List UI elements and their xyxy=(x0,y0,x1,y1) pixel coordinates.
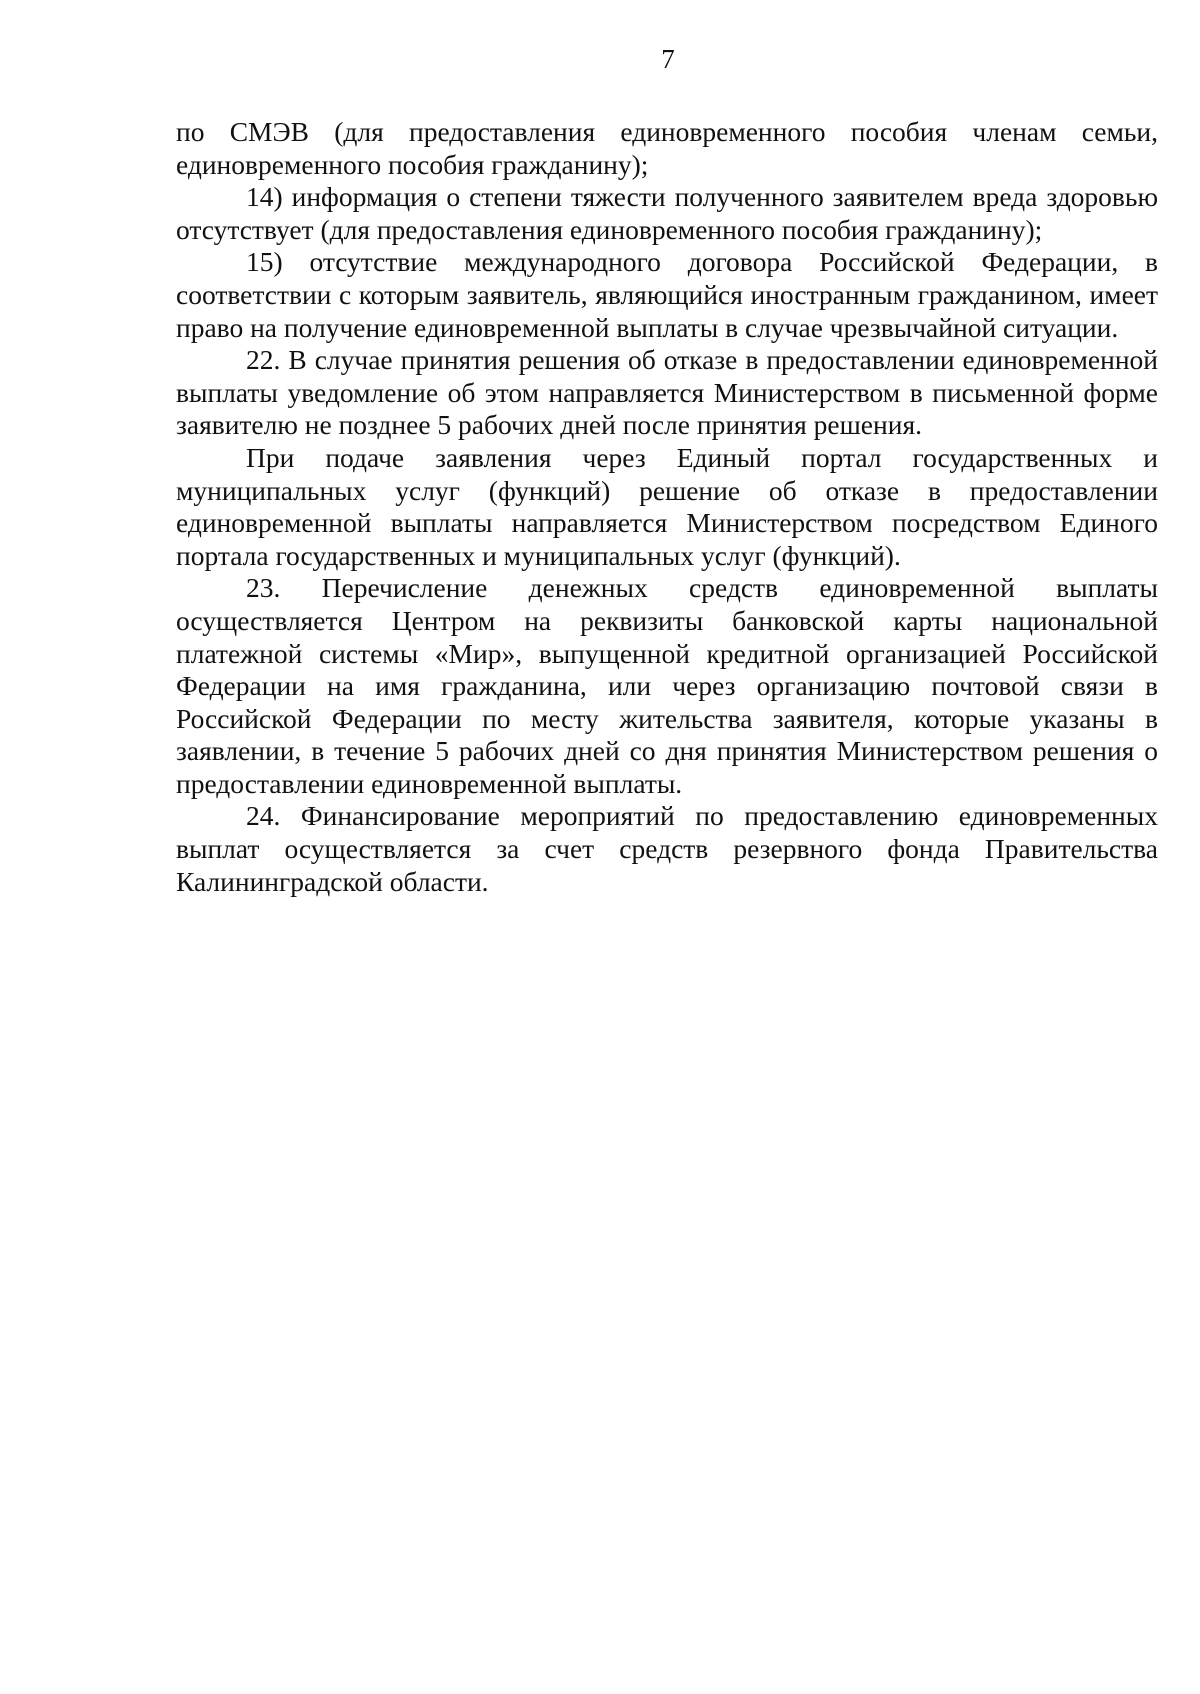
paragraph-item-15: 15) отсутствие международного договора Российской Федерации, в соответствии с которым заявитель, являющийся иностранным гражданином, имеет право на получение единовременной выплаты в случае чрезвычайной ситуации. xyxy=(176,246,1158,343)
paragraph-clause-24: 24. Финансирование мероприятий по предоставлению единовременных выплат осуществляется за счет средств резервного фонда Правительства Калининградской области. xyxy=(176,800,1158,897)
paragraph-item-14: 14) информация о степени тяжести полученного заявителем вреда здоровью отсутствует (для предоставления единовременного пособия гражданину); xyxy=(176,181,1158,245)
paragraph-clause-22-portal: При подаче заявления через Единый портал государственных и муниципальных услуг (функций) решение об отказе в предоставлении единовременной выплаты направляется Министерством посредством Единого портала государственных и муниципальных услуг (функций). xyxy=(176,441,1158,571)
page-number: 7 xyxy=(661,44,675,74)
paragraph-continuation: по СМЭВ (для предоставления единовременного пособия членам семьи, единовременного пособия гражданину); xyxy=(176,116,1158,180)
paragraph-clause-22: 22. В случае принятия решения об отказе в предоставлении единовременной выплаты уведомление об этом направляется Министерством в письменной форме заявителю не позднее 5 рабочих дней после принятия решения. xyxy=(176,344,1158,441)
paragraph-clause-23: 23. Перечисление денежных средств единовременной выплаты осуществляется Центром на реквизиты банковской карты национальной платежной системы «Мир», выпущенной кредитной организацией Российской Федерации на имя гражданина, или через организацию почтовой связи в Российской Федерации по месту жительства заявителя, которые указаны в заявлении, в течение 5 рабочих дней со дня принятия Министерством решения о предоставлении единовременной выплаты. xyxy=(176,572,1158,799)
document-body xyxy=(176,116,1158,898)
